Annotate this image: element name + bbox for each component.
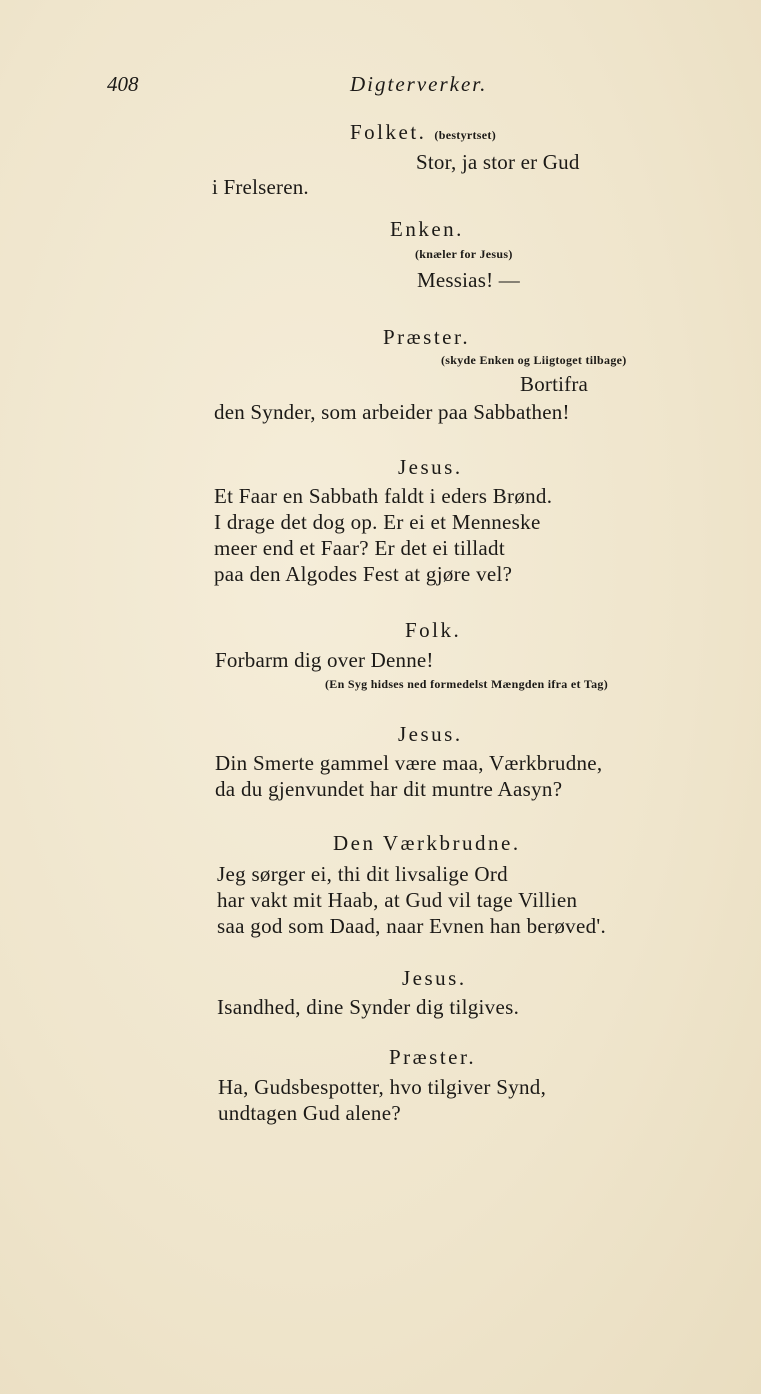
verse-line: Forbarm dig over Denne!	[215, 648, 434, 672]
verse-line: Messias! —	[417, 268, 520, 292]
verse-line: i Frelseren.	[212, 175, 309, 199]
verse-line: paa den Algodes Fest at gjøre vel?	[214, 562, 513, 586]
verse-line: saa god som Daad, naar Evnen han berøved'.	[217, 914, 606, 938]
verse-line: Din Smerte gammel være maa, Værkbrudne,	[215, 751, 603, 775]
verse-line: Stor, ja stor er Gud	[416, 150, 580, 174]
speaker-name-enken: Enken.	[390, 217, 464, 241]
stage-direction: (knæler for Jesus)	[415, 247, 513, 261]
verse-line: Bortifra	[520, 372, 589, 396]
verse-line: undtagen Gud alene?	[218, 1101, 401, 1125]
speaker-name-vaerkbrudne: Den Værkbrudne.	[333, 831, 521, 855]
verse-line: den Synder, som arbeider paa Sabbathen!	[214, 400, 570, 424]
page-number: 408	[107, 72, 139, 96]
verse-line: I drage det dog op. Er ei et Menneske	[214, 510, 541, 534]
speaker-name-jesus: Jesus.	[398, 722, 463, 746]
verse-line: da du gjenvundet har dit muntre Aasyn?	[215, 777, 563, 801]
speaker-name-folk: Folk.	[405, 618, 462, 642]
speaker-name-praester: Præster.	[389, 1045, 477, 1069]
stage-direction: (skyde Enken og Liigtoget tilbage)	[441, 353, 627, 367]
running-title: Digterverker.	[350, 72, 488, 96]
stage-direction: (En Syg hidses ned formedelst Mængden ifra et Tag)	[325, 677, 609, 691]
verse-line: Isandhed, dine Synder dig tilgives.	[217, 995, 520, 1019]
speaker-name-praester: Præster.	[383, 325, 471, 349]
speaker-name: Folket.	[350, 120, 427, 144]
verse-line: Jeg sørger ei, thi dit livsalige Ord	[217, 862, 508, 886]
speaker-heading-folket	[350, 120, 496, 145]
stage-direction: (bestyrtset)	[434, 128, 496, 142]
verse-line: Ha, Gudsbespotter, hvo tilgiver Synd,	[218, 1075, 547, 1099]
verse-line: meer end et Faar? Er det ei tilladt	[214, 536, 505, 560]
verse-line: har vakt mit Haab, at Gud vil tage Villien	[217, 888, 578, 912]
verse-line: Et Faar en Sabbath faldt i eders Brønd.	[214, 484, 553, 508]
verse-lines-vaerkbrudne	[217, 861, 606, 939]
verse-lines-praester-2	[218, 1074, 546, 1126]
verse-lines-jesus-1	[214, 483, 552, 587]
verse-lines-jesus-2	[215, 750, 602, 802]
speaker-name-jesus: Jesus.	[402, 966, 467, 990]
speaker-name-jesus: Jesus.	[398, 455, 463, 479]
verse-lines-jesus-3	[217, 994, 519, 1020]
